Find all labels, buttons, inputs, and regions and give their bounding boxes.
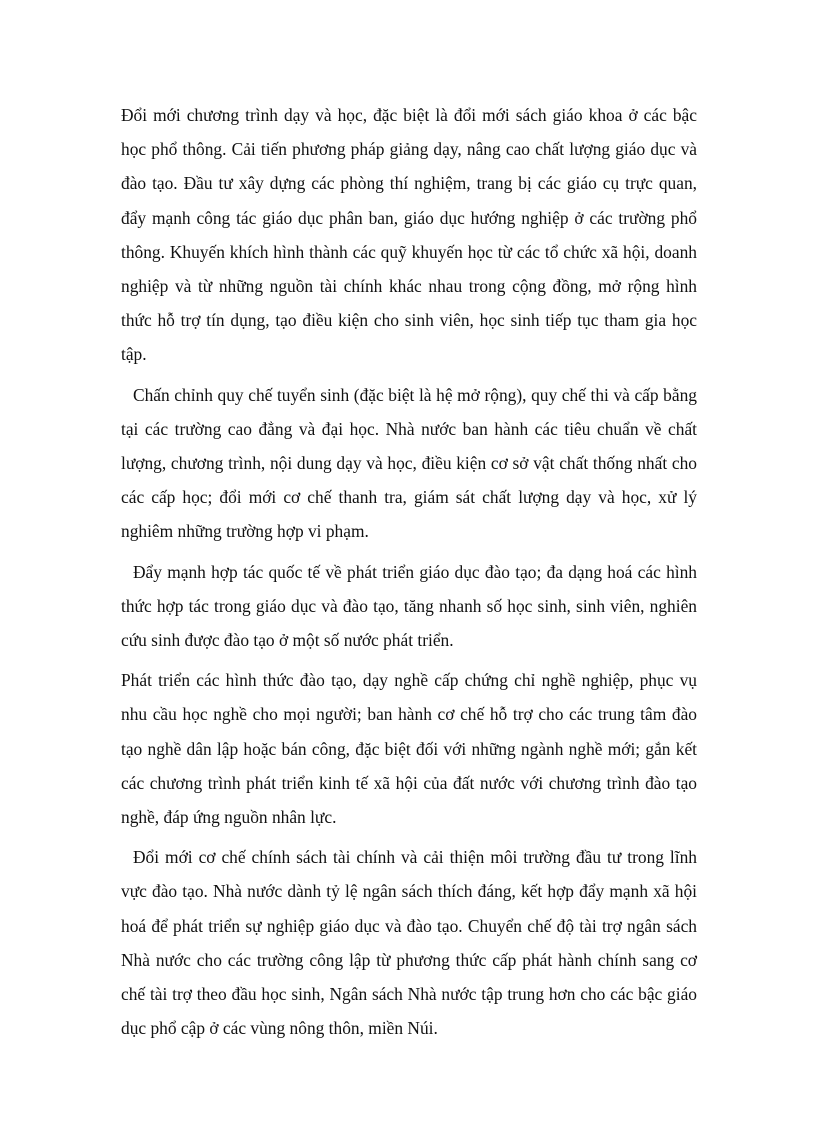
- paragraph-admission-regulations: Chấn chỉnh quy chế tuyển sinh (đặc biệt là hệ mở rộng), quy chế thi và cấp bằng tại các trường cao đẳng và đại học. Nhà nước ban hành các tiêu chuẩn về chất lượng, chương trình, nội dung dạy và học, điều kiện cơ sở vật chất thống nhất cho các cấp học; đổi mới cơ chế thanh tra, giám sát chất lượng dạy và học, xử lý nghiêm những trường hợp vi phạm.: [121, 384, 697, 542]
- document-body: [121, 98, 697, 1051]
- paragraph-curriculum-reform: Đổi mới chương trình dạy và học, đặc biệt là đổi mới sách giáo khoa ở các bậc học phổ thông. Cải tiến phương pháp giảng dạy, nâng cao chất lượng giáo dục và đào tạo. Đầu tư xây dựng các phòng thí nghiệm, trang bị các giáo cụ trực quan, đẩy mạnh công tác giáo dục phân ban, giáo dục hướng nghiệp ở các trường phổ thông. Khuyến khích hình thành các quỹ khuyến học từ các tổ chức xã hội, doanh nghiệp và từ những nguồn tài chính khác nhau trong cộng đồng, mở rộng hình thức hỗ trợ tín dụng, tạo điều kiện cho sinh viên, học sinh tiếp tục tham gia học tập.: [121, 105, 697, 365]
- paragraph-financial-policy: Đổi mới cơ chế chính sách tài chính và cải thiện môi trường đầu tư trong lĩnh vực đào tạo. Nhà nước dành tỷ lệ ngân sách thích đáng, kết hợp đẩy mạnh xã hội hoá để phát triển sự nghiệp giáo dục và đào tạo. Chuyển chế độ tài trợ ngân sách Nhà nước cho các trường công lập từ phương thức cấp phát hành chính sang cơ chế tài trợ theo đầu học sinh, Ngân sách Nhà nước tập trung hơn cho các bậc giáo dục phổ cập ở các vùng nông thôn, miền Núi.: [121, 847, 697, 1039]
- paragraph-international-cooperation: Đẩy mạnh hợp tác quốc tế về phát triển giáo dục đào tạo; đa dạng hoá các hình thức hợp tác trong giáo dục và đào tạo, tăng nhanh số học sinh, sinh viên, nghiên cứu sinh được đào tạo ở một số nước phát triển.: [121, 561, 697, 651]
- paragraph-vocational-training: Phát triển các hình thức đào tạo, dạy nghề cấp chứng chỉ nghề nghiệp, phục vụ nhu cầu học nghề cho mọi người; ban hành cơ chế hỗ trợ cho các trung tâm đào tạo nghề dân lập hoặc bán công, đặc biệt đối với những ngành nghề mới; gắn kết các chương trình phát triển kinh tế xã hội của đất nước với chương trình đào tạo nghề, đáp ứng nguồn nhân lực.: [121, 670, 697, 828]
